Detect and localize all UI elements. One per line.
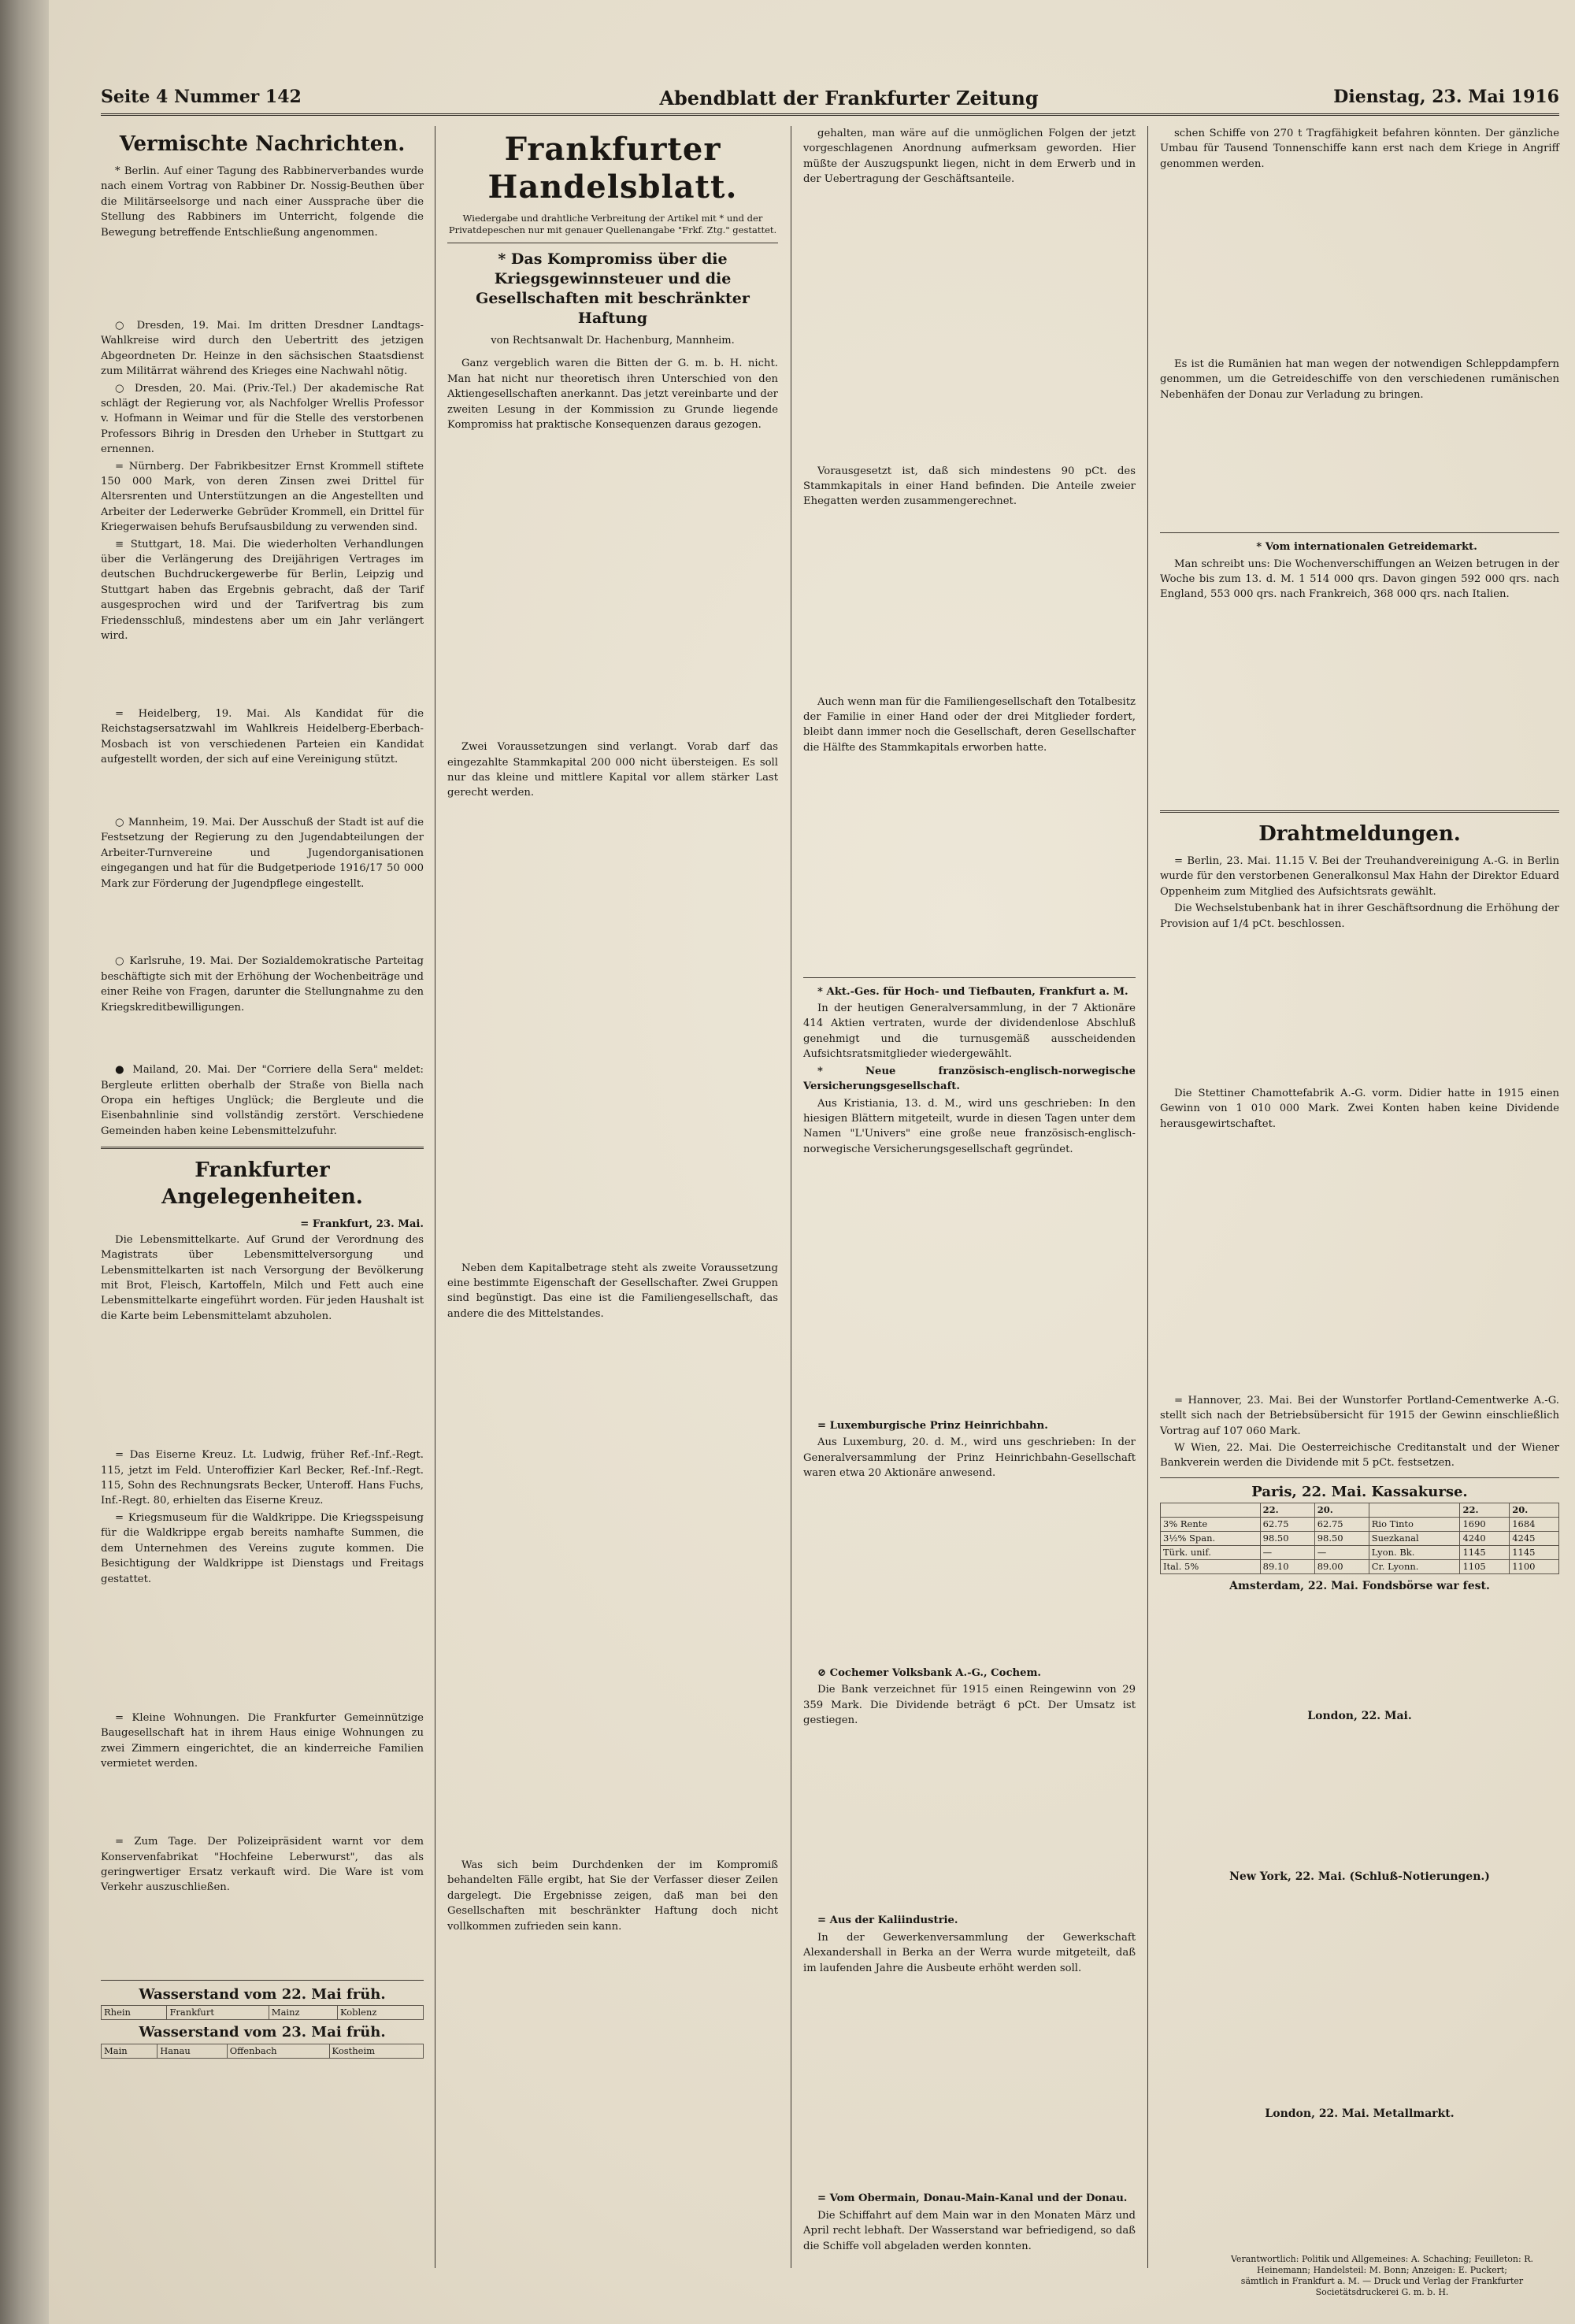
table-cell: —	[1314, 1546, 1369, 1560]
column-rule	[1147, 126, 1148, 2268]
table-cell: 3½% Span.	[1161, 1532, 1261, 1546]
article-paragraph: Aus Luxemburg, 20. d. M., wird uns geschrieben: In der Generalversammlung der Prinz Heinrichbahn-Gesellschaft waren etwa 20 Aktionäre anwesend.	[803, 1436, 1136, 1479]
table-cell: Frankfurt	[167, 2006, 269, 2020]
article-headline: * Das Kompromiss über die Kriegsgewinnsteuer und die Gesellschaften mit beschränkter Haftung	[476, 250, 750, 327]
table-cell: 1100	[1510, 1560, 1559, 1574]
table-row	[1161, 1546, 1559, 1560]
table-cell: Main	[102, 2044, 158, 2058]
market-title-newyork: New York, 22. Mai. (Schluß-Notierungen.)	[1229, 1870, 1490, 1884]
divider	[1160, 810, 1559, 813]
article-paragraph: = Kriegsmuseum für die Waldkrippe. Die Kriegsspeisung für die Waldkrippe ergab bereits namhafte Summen, die dem Unternehmen des Vereins zugute kommen. Die Besichtigung der Waldkrippe ist Dienstags und Freitags gestattet.	[101, 1511, 424, 1585]
market-title-amsterdam: Amsterdam, 22. Mai. Fondsbörse war fest.	[1229, 1580, 1490, 1593]
article-headline: * Vom internationalen Getreidemarkt.	[1256, 541, 1477, 554]
article-paragraph: Zwei Voraussetzungen sind verlangt. Vorab darf das eingezahlte Stammkapital 200 000 nicht übersteigen. Es soll nur das kleine und mittlere Kapital vor allem stärker Last gerecht werden.	[447, 741, 778, 799]
article-paragraph: ○ Karlsruhe, 19. Mai. Der Sozialdemokratische Parteitag beschäftigte sich mit der Erhöhung der Wochenbeiträge und einer Reihe von Fragen, darunter die Stellungnahme zu den Kriegskreditbewilligungen.	[101, 955, 424, 1014]
column-3	[803, 126, 1136, 2255]
table-cell: 1145	[1510, 1546, 1559, 1560]
table-cell: Suezkanal	[1369, 1532, 1460, 1546]
table-cell: 62.75	[1260, 1518, 1314, 1532]
article-headline: = Vom Obermain, Donau-Main-Kanal und der Donau.	[817, 2192, 1128, 2205]
article-paragraph: = Heidelberg, 19. Mai. Als Kandidat für die Reichstagsersatzwahl im Wahlkreis Heidelberg-Eberbach-Mosbach ist von verschiedenen Parteien ein Kandidat aufgestellt worden, der sich auf eine Vereinigung stützt.	[101, 708, 424, 766]
dateline: = Frankfurt, 23. Mai.	[300, 1218, 424, 1231]
divider	[1160, 1477, 1559, 1478]
issue-date: Dienstag, 23. Mai 1916	[1333, 87, 1559, 107]
article-paragraph: ○ Dresden, 19. Mai. Im dritten Dresdner Landtags-Wahlkreise wird durch den Uebertritt des jetzigen Abgeordneten Dr. Heinze in den sächsischen Staatsdienst zum Militärrat während des Krieges eine Nachwahl nötig.	[101, 319, 424, 378]
table-header: 20.	[1510, 1503, 1559, 1518]
article-paragraph: Man schreibt uns: Die Wochenverschiffungen an Weizen betrugen in der Woche bis zum 13. d. M. 1 514 000 qrs. Davon gingen 592 000 qrs. nach England, 553 000 qrs. nach Frankreich, 368 000 qrs. nach Italien.	[1160, 558, 1559, 601]
table-cell: 4240	[1460, 1532, 1510, 1546]
article-paragraph: ● Mailand, 20. Mai. Der "Corriere della Sera" meldet: Bergleute erlitten oberhalb der Straße von Biella nach Oropa ein heftiges Unglück; die Bergleute und die Eisenbahnlinie sind vollständig zerstört. Verschiedene Gemeinden haben keine Lebensmittelzufuhr.	[101, 1064, 424, 1137]
table-cell: Mainz	[269, 2006, 337, 2020]
divider	[101, 1980, 424, 1981]
article-paragraph: Die Bank verzeichnet für 1915 einen Reingewinn von 29 359 Mark. Die Dividende beträgt 6 pCt. Der Umsatz ist gestiegen.	[803, 1684, 1136, 1727]
table-cell: Koblenz	[337, 2006, 423, 2020]
article-paragraph: Ganz vergeblich waren die Bitten der G. m. b. H. nicht. Man hat nicht nur theoretisch ihren Unterschied von den Aktiengesellschaften anerkannt. Das jetzt vereinbarte und der zweiten Lesung in der Kommission zu Grunde liegende Kompromiss hat praktische Konsequenzen daraus gezogen.	[447, 358, 778, 432]
water-level-table-2	[101, 2044, 424, 2059]
table-row	[1161, 1532, 1559, 1546]
market-table-paris	[1160, 1503, 1559, 1574]
table-cell: Türk. unif.	[1161, 1546, 1261, 1560]
book-spine	[0, 0, 49, 2324]
divider	[1160, 532, 1559, 533]
table-cell: Kostheim	[329, 2044, 423, 2058]
column-4	[1160, 126, 1559, 2126]
article-paragraph: In der heutigen Generalversammlung, in der 7 Aktionäre 414 Aktien vertraten, wurde der dividendenlose Abschluß genehmigt und die turnusgemäß ausscheidenden Aufsichtsratsmitglieder wiedergewählt.	[803, 1003, 1136, 1061]
article-paragraph: gehalten, man wäre auf die unmöglichen Folgen der jetzt vorgeschlagenen Anordnung aufmerksam geworden. Hier müßte der Auszugspunkt liegen, nicht in dem Erwerb und in der Uebertragung der Geschäftsanteile.	[803, 128, 1136, 186]
section-divider	[101, 1147, 424, 1149]
article-paragraph: In der Gewerkenversammlung der Gewerkschaft Alexandershall in Berka an der Werra wurde mitgeteilt, daß im laufenden Jahre die Ausbeute erhöht werden soll.	[803, 1931, 1136, 1974]
table-cell: Ital. 5%	[1161, 1560, 1261, 1574]
market-title-london: London, 22. Mai.	[1307, 1710, 1412, 1723]
article-headline: ⊘ Cochemer Volksbank A.-G., Cochem.	[817, 1667, 1041, 1680]
table-cell: 1690	[1460, 1518, 1510, 1532]
newspaper-page	[49, 0, 1575, 2324]
article-paragraph: schen Schiffe von 270 t Tragfähigkeit befahren könnten. Der gänzliche Umbau für Tausend Tonnenschiffe kann erst nach dem Kriege in Angriff genommen werden.	[1160, 128, 1559, 170]
article-paragraph: * Berlin. Auf einer Tagung des Rabbinerverbandes wurde nach einem Vortrag von Rabbiner Dr. Nossig-Beuthen über die Militärseelsorge und nach einer Aussprache über die Stellung des Rabbiners im Unterricht, folgende die Bewegung betreffende Entschließung angenommen.	[101, 165, 424, 239]
table-cell: Rhein	[102, 2006, 167, 2020]
article-paragraph: = Hannover, 23. Mai. Bei der Wunstorfer Portland-Cementwerke A.-G. stellt sich nach der Betriebsübersicht für 1915 der Gewinn einschließlich Vortrag auf 107 060 Mark.	[1160, 1394, 1559, 1437]
column-2	[447, 126, 778, 1936]
market-title-metals: London, 22. Mai. Metallmarkt.	[1265, 2107, 1455, 2121]
article-paragraph: Die Lebensmittelkarte. Auf Grund der Verordnung des Magistrats über Lebensmittelversorgung und Lebensmittelkarten ist nach Versorgung der Bevölkerung mit Brot, Fleisch, Kartoffeln, Milch und Fett auch eine Lebensmittelkarte eingeführt worden. Für jeden Haushalt ist die Karte beim Lebensmittelamt abzuholen.	[101, 1233, 424, 1322]
table-cell: Hanau	[158, 2044, 227, 2058]
table-header: 20.	[1314, 1503, 1369, 1518]
section-title-drahtmeldungen: Drahtmeldungen.	[1258, 821, 1461, 846]
article-paragraph: W Wien, 22. Mai. Die Oesterreichische Creditanstalt und der Wiener Bankverein werden die Dividende mit 5 pCt. festsetzen.	[1160, 1441, 1559, 1470]
byline: von Rechtsanwalt Dr. Hachenburg, Mannheim.	[491, 335, 735, 347]
article-paragraph: Die Wechselstubenbank hat in ihrer Geschäftsordnung die Erhöhung der Provision auf 1/4 pCt. beschlossen.	[1160, 903, 1559, 930]
table-header	[1369, 1503, 1460, 1518]
page-header	[101, 82, 1559, 116]
article-headline: = Aus der Kaliindustrie.	[817, 1914, 958, 1927]
article-paragraph: = Nürnberg. Der Fabrikbesitzer Ernst Krommell stiftete 150 000 Mark, von deren Zinsen zwei Drittel für Altersrenten und Unterstützungen an die Angestellten und Arbeiter der Lederwerke Gebrüder Krommell, ein Drittel für Kriegerwaisen behufs Berufsausbildung zu verwenden sind.	[101, 460, 424, 534]
table-cell: 1105	[1460, 1560, 1510, 1574]
imprint	[1205, 2254, 1559, 2298]
article-paragraph: Die Schiffahrt auf dem Main war in den Monaten März und April recht lebhaft. Der Wasserstand war befriedigend, so daß die Schiffe voll abgeladen werden konnten.	[803, 2209, 1136, 2252]
table-cell: 62.75	[1314, 1518, 1369, 1532]
table-cell: 98.50	[1314, 1532, 1369, 1546]
table-cell: Rio Tinto	[1369, 1518, 1460, 1532]
table-cell: 1684	[1510, 1518, 1559, 1532]
article-paragraph: Vorausgesetzt ist, daß sich mindestens 90 pCt. des Stammkapitals in einer Hand befinden. Die Anteile zweier Ehegatten werden zusammengerechnet.	[803, 465, 1136, 508]
water-level-table-1	[101, 2005, 424, 2020]
table-header	[1161, 1503, 1261, 1518]
column-1	[101, 126, 424, 2059]
article-paragraph: = Das Eiserne Kreuz. Lt. Ludwig, früher Ref.-Inf.-Regt. 115, jetzt im Feld. Unteroffizier Karl Becker, Ref.-Inf.-Regt. 115, Sohn des Rechnungsrats Becker, Unteroff. Hans Fuchs, Inf.-Regt. 80, erhielten das Eiserne Kreuz.	[101, 1449, 424, 1507]
article-paragraph: Was sich beim Durchdenken der im Kompromiß behandelten Fälle ergibt, hat Sie der Verfasser dieser Zeilen dargelegt. Die Ergebnisse zeigen, daß man bei den Gesellschaften mit beschränkter Haftung doch nicht vollkommen zufrieden sein kann.	[447, 1859, 778, 1933]
article-paragraph: = Kleine Wohnungen. Die Frankfurter Gemeinnützige Baugesellschaft hat in ihrem Haus einige Wohnungen zu zwei Zimmern eingerichtet, die an kinderreiche Familien vermietet werden.	[101, 1712, 424, 1770]
imprint-line: Verantwortlich: Politik und Allgemeines: A. Schaching; Feuilleton: R. Heinemann; Handelsteil: M. Bonn; Anzeigen: E. Puckert;	[1231, 2254, 1533, 2275]
article-paragraph: Auch wenn man für die Familiengesellschaft den Totalbesitz der Familie in einer Hand oder der drei Mitglieder fordert, bleibt dann immer noch die Gesellschaft, deren Gesellschafter die Hälfte des Stammkapitals erworben hatte.	[803, 695, 1136, 754]
table-cell: 1145	[1460, 1546, 1510, 1560]
reprint-note: Wiedergabe und drahtliche Verbreitung der Artikel mit * und der Privatdepeschen nur mit genauer Quellenangabe "Frkf. Ztg." gestattet.	[448, 213, 777, 235]
article-paragraph: Neben dem Kapitalbetrage steht als zweite Voraussetzung eine bestimmte Eigenschaft der Gesellschafter. Zwei Gruppen sind begünstigt. Das eine ist die Familiengesellschaft, das andere die des Mittelstandes.	[447, 1262, 778, 1320]
table-row	[1161, 1560, 1559, 1574]
imprint-line: sämtlich in Frankfurt a. M. — Druck und Verlag der Frankfurter Societätsdruckerei G. m. b. H.	[1240, 2276, 1524, 2297]
table-cell: Cr. Lyonn.	[1369, 1560, 1460, 1574]
article-paragraph: Aus Kristiania, 13. d. M., wird uns geschrieben: In den hiesigen Blättern mitgeteilt, wurde in diesen Tagen unter dem Namen "L'Univers" eine große neue französisch-englisch-norwegische Versicherungsgesellschaft gegründet.	[803, 1097, 1136, 1155]
table-cell: 3% Rente	[1161, 1518, 1261, 1532]
table-cell: Lyon. Bk.	[1369, 1546, 1460, 1560]
article-paragraph: ○ Mannheim, 19. Mai. Der Ausschuß der Stadt ist auf die Festsetzung der Regierung zu den Jugendabteilungen der Arbeiter-Turnvereine und Jugendorganisationen eingegangen und hat für die Budgetperiode 1916/17 50 000 Mark zur Förderung der Jugendpflege eingestellt.	[101, 816, 424, 890]
article-paragraph: Die Stettiner Chamottefabrik A.-G. vorm. Didier hatte in 1915 einen Gewinn von 1 010 000 Mark. Zwei Konten haben keine Dividende herausgewirtschaftet.	[1160, 1087, 1559, 1130]
table-cell: —	[1260, 1546, 1314, 1560]
table-header: 22.	[1460, 1503, 1510, 1518]
water-level-title-2: Wasserstand vom 23. Mai früh.	[139, 2024, 386, 2041]
article-headline: * Neue französisch-englisch-norwegische Versicherungsgesellschaft.	[803, 1065, 1136, 1093]
table-cell: 98.50	[1260, 1532, 1314, 1546]
market-title-paris: Paris, 22. Mai. Kassakurse.	[1251, 1483, 1468, 1500]
table-cell: 89.00	[1314, 1560, 1369, 1574]
section-title-vermischte: Vermischte Nachrichten.	[119, 132, 406, 156]
article-headline: = Luxemburgische Prinz Heinrichbahn.	[817, 1419, 1048, 1432]
section-title-angelegenheiten: Frankfurter Angelegenheiten.	[161, 1158, 363, 1210]
divider	[803, 977, 1136, 978]
article-paragraph: = Berlin, 23. Mai. 11.15 V. Bei der Treuhandvereinigung A.-G. in Berlin wurde für den verstorbenen Generalkonsul Max Hahn der Direktor Eduard Oppenheim zum Mitglied des Aufsichtsrats gewählt.	[1160, 854, 1559, 898]
article-headline: * Akt.-Ges. für Hoch- und Tiefbauten, Frankfurt a. M.	[817, 985, 1128, 998]
page-number: Seite 4 Nummer 142	[101, 87, 302, 107]
table-cell: 89.10	[1260, 1560, 1314, 1574]
table-header: 22.	[1260, 1503, 1314, 1518]
article-paragraph: Es ist die Rumänien hat man wegen der notwendigen Schleppdampfern genommen, um die Getreideschiffe von den verschiedenen rumänischen Nebenhäfen der Donau zur Verladung zu bringen.	[1160, 358, 1559, 401]
article-paragraph: = Zum Tage. Der Polizeipräsident warnt vor dem Konservenfabrikat "Hochfeine Leberwurst", das als geringwertiger Ersatz verkauft wird. Die Ware ist vom Verkehr auszuschließen.	[101, 1836, 424, 1894]
table-cell: 4245	[1510, 1532, 1559, 1546]
masthead: Abendblatt der Frankfurter Zeitung	[659, 87, 1039, 109]
table-row	[1161, 1518, 1559, 1532]
article-paragraph: ≡ Stuttgart, 18. Mai. Die wiederholten Verhandlungen über die Verlängerung des Dreijährigen Vertrages im deutschen Buchdruckergewerbe für Berlin, Leipzig und Stuttgart haben das Ergebnis gebracht, daß der Tarif ausgesprochen wird und der Tarifvertrag bis zum Friedensschluß, mindestens aber um ein Jahr verlängert wird.	[101, 538, 424, 643]
section-title-handelsblatt: Frankfurter Handelsblatt.	[487, 131, 738, 206]
water-level-title-1: Wasserstand vom 22. Mai früh.	[139, 1985, 386, 2003]
article-paragraph: ○ Dresden, 20. Mai. (Priv.-Tel.) Der akademische Rat schlägt der Regierung vor, als Nachfolger Wrellis Professor v. Hofmann in Weimar und für die Stelle des verstorbenen Professors Bihrig in Dresden den Urheber in Stuttgart zu ernennen.	[101, 382, 424, 456]
table-cell: Offenbach	[227, 2044, 329, 2058]
